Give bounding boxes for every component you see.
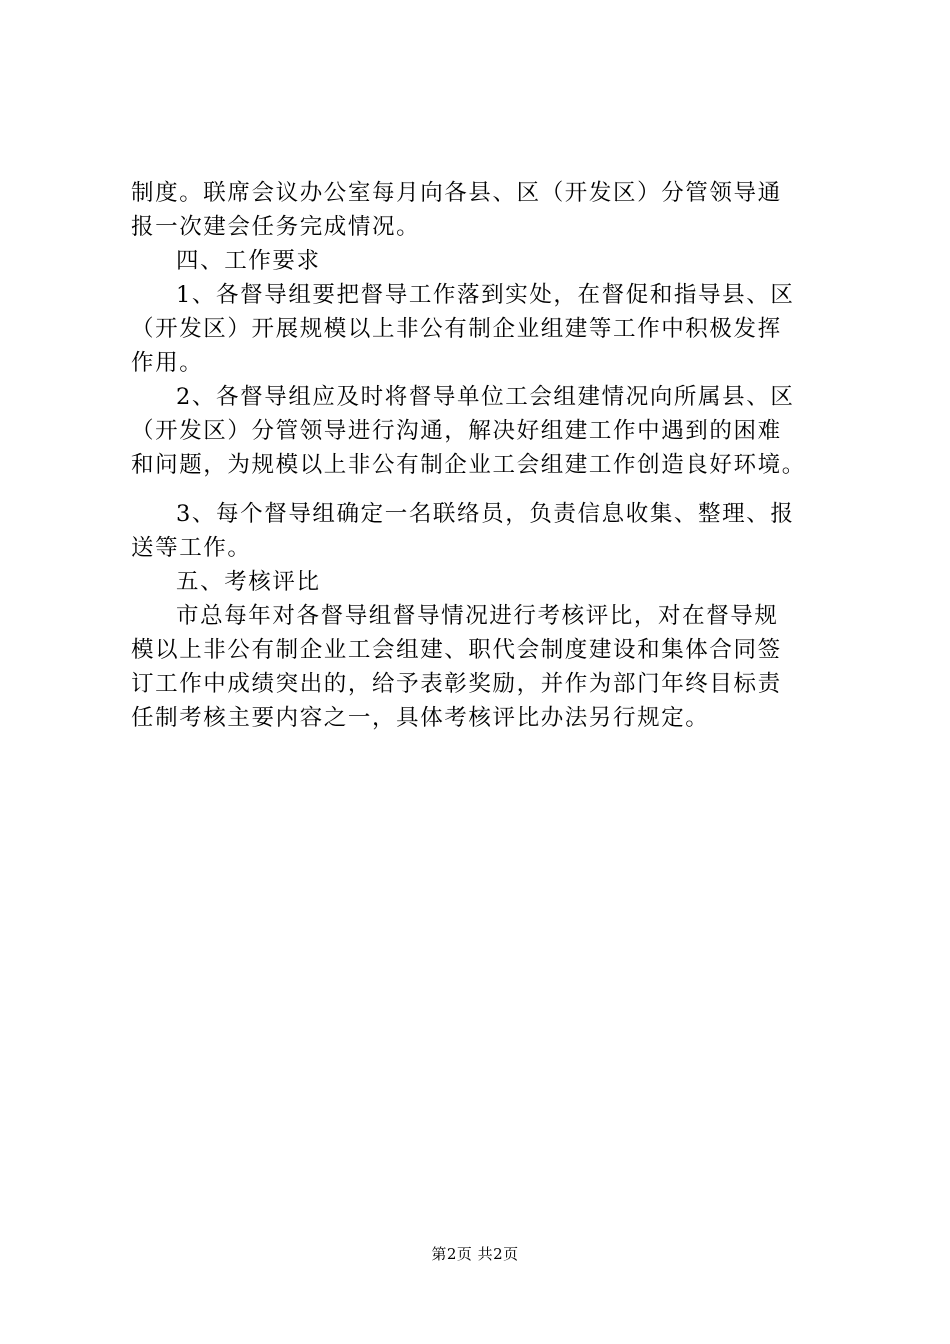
body-text-line: 3、每个督导组确定一名联络员，负责信息收集、整理、报: [176, 501, 795, 527]
body-text-line: 报一次建会任务完成情况。: [131, 214, 421, 240]
page-footer: 第2页 共2页: [431, 1245, 519, 1263]
body-text-line: 制度。联席会议办公室每月向各县、区（开发区）分管领导通: [131, 180, 782, 206]
body-text-line: 订工作中成绩突出的，给予表彰奖励，并作为部门年终目标责: [131, 671, 782, 697]
body-text-line: 和问题，为规模以上非公有制企业工会组建工作创造良好环境。: [131, 452, 806, 478]
body-text-line: 作用。: [131, 350, 204, 376]
body-text-line: 1、各督导组要把督导工作落到实处，在督促和指导县、区: [176, 282, 795, 308]
body-text-line: 2、各督导组应及时将督导单位工会组建情况向所属县、区: [176, 384, 795, 410]
section-heading: 四、工作要求: [176, 248, 321, 274]
body-text-line: 模以上非公有制企业工会组建、职代会制度建设和集体合同签: [131, 637, 782, 663]
body-text-line: 任制考核主要内容之一，具体考核评比办法另行规定。: [131, 705, 710, 731]
body-text-line: 市总每年对各督导组督导情况进行考核评比，对在督导规: [176, 603, 779, 629]
body-text-line: 送等工作。: [131, 535, 252, 561]
section-heading: 五、考核评比: [176, 569, 321, 595]
body-text-line: （开发区）开展规模以上非公有制企业组建等工作中积极发挥: [131, 316, 782, 342]
body-text-line: （开发区）分管领导进行沟通，解决好组建工作中遇到的困难: [131, 418, 782, 444]
